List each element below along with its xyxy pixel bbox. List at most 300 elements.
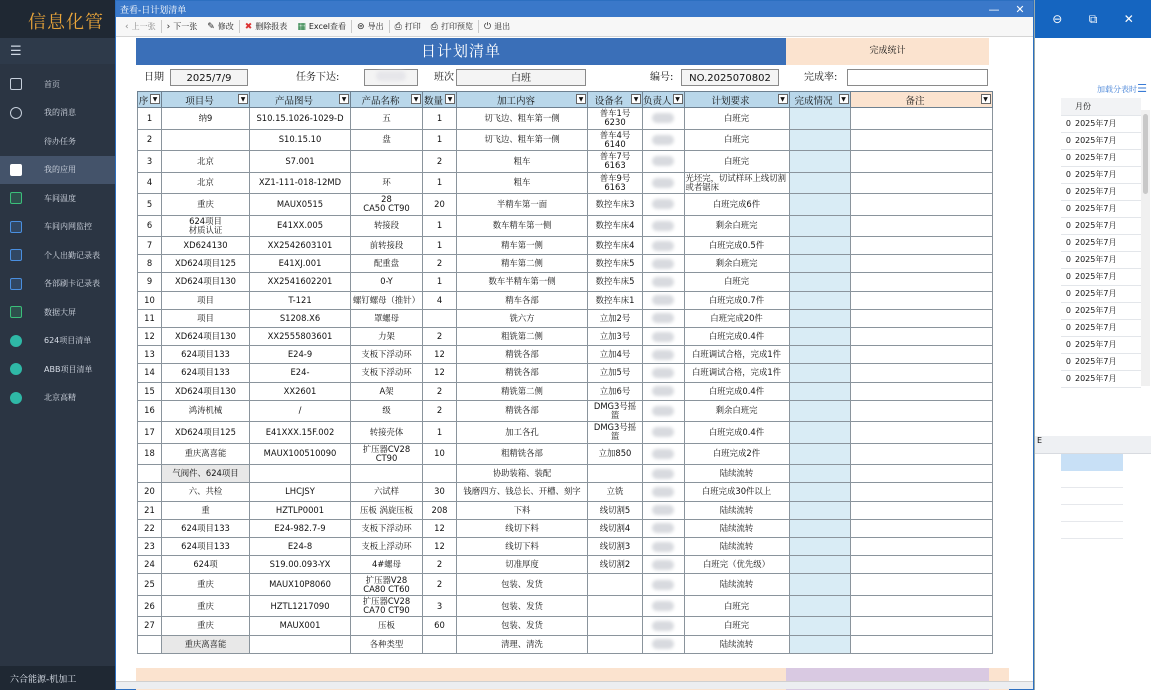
cell-note[interactable]	[850, 595, 992, 617]
table-row[interactable]	[138, 400, 993, 422]
print-preview-button[interactable]	[426, 21, 478, 32]
cell-drw: MAUX0515	[250, 194, 351, 216]
month-cell: 2025年7月	[1073, 183, 1141, 200]
cell-proc: 粗铣第二侧	[457, 327, 588, 345]
print-preview-label: 打印预览	[440, 22, 473, 31]
cell-note[interactable]	[850, 537, 992, 555]
table-row[interactable]	[138, 422, 993, 444]
filter-dropdown-icon[interactable]: ▼	[673, 94, 683, 104]
table-row[interactable]	[1061, 353, 1141, 370]
cell-no: 13	[138, 346, 162, 364]
cell-completion[interactable]	[789, 635, 850, 653]
cell-qty: 60	[423, 617, 457, 635]
cell-name: 4#螺母	[351, 556, 423, 574]
table-row[interactable]	[138, 574, 993, 596]
redacted-value	[652, 639, 674, 649]
scroll-thumb[interactable]	[1143, 114, 1148, 194]
table-row[interactable]	[1061, 302, 1141, 319]
cell-req: 剩余白班完	[684, 215, 789, 237]
cell-completion[interactable]	[789, 346, 850, 364]
cell-proc: 精铣各部	[457, 400, 588, 422]
rate-field[interactable]	[847, 69, 988, 86]
table-row[interactable]	[1061, 251, 1141, 268]
table-row[interactable]	[138, 617, 993, 635]
table-row[interactable]	[138, 151, 993, 173]
column-header[interactable]	[850, 92, 992, 108]
column-header-label: 负责人	[643, 95, 672, 107]
filter-dropdown-icon[interactable]: ▼	[411, 94, 421, 104]
cell-eq: 数控车床4	[588, 237, 643, 255]
cell-qty: 1	[423, 215, 457, 237]
selected-row[interactable]	[1061, 454, 1123, 471]
table-row[interactable]	[138, 194, 993, 216]
redacted-value	[652, 277, 674, 287]
sidebar-item-attendance[interactable]	[0, 241, 115, 270]
sidebar-item-card-records[interactable]	[0, 270, 115, 299]
next-button[interactable]	[162, 21, 203, 32]
cell-note[interactable]	[850, 237, 992, 255]
cell-owner	[643, 595, 685, 617]
month-cell: 2025年7月	[1073, 370, 1141, 387]
cell-completion[interactable]	[789, 215, 850, 237]
table-row[interactable]	[1061, 200, 1141, 217]
cell-completion[interactable]	[789, 501, 850, 519]
code-label: 编号:	[650, 72, 674, 83]
sidebar-item-messages[interactable]	[0, 99, 115, 128]
power-icon: ⏻	[483, 21, 492, 32]
delete-button[interactable]	[240, 21, 293, 32]
cell-note[interactable]	[850, 617, 992, 635]
filter-dropdown-icon[interactable]: ▼	[576, 94, 586, 104]
chevron-right-icon: ›	[166, 21, 171, 32]
cell-completion[interactable]	[789, 194, 850, 216]
cell-name: 各种类型	[351, 635, 423, 653]
shift-field[interactable]: 白班	[456, 69, 586, 86]
table-row[interactable]	[138, 346, 993, 364]
table-row[interactable]	[138, 364, 993, 382]
sidebar-item-label: 我的消息	[44, 108, 76, 118]
cell-note[interactable]	[850, 273, 992, 291]
cell-proc: 切准厚度	[457, 556, 588, 574]
sidebar-nav	[0, 70, 115, 412]
column-header[interactable]	[789, 92, 850, 108]
redacted-value	[652, 178, 674, 188]
cell-proj: 624项目133	[162, 519, 250, 537]
table-row[interactable]	[138, 443, 993, 465]
month-cell: 2025年7月	[1073, 234, 1141, 251]
edit-button[interactable]	[202, 21, 239, 32]
cell-no: 22	[138, 519, 162, 537]
cell-qty: 1	[423, 273, 457, 291]
month-table	[1061, 98, 1141, 388]
cell-owner	[643, 309, 685, 327]
filter-dropdown-icon[interactable]: ▼	[445, 94, 455, 104]
list-item[interactable]	[1061, 488, 1123, 505]
cell-owner	[643, 291, 685, 309]
cell-req: 白班完成20件	[684, 309, 789, 327]
cell-drw	[250, 465, 351, 483]
table-row[interactable]	[138, 172, 993, 194]
column-header[interactable]	[351, 92, 423, 108]
cell-completion[interactable]	[789, 108, 850, 130]
cell-req: 白班调试合格，完成1件	[684, 346, 789, 364]
export-button[interactable]	[352, 21, 389, 32]
cell-qty: 1	[423, 108, 457, 130]
cell-eq	[588, 617, 643, 635]
cell-owner	[643, 519, 685, 537]
month-rows	[1061, 115, 1141, 387]
cell-name: 配重盘	[351, 255, 423, 273]
cell-req: 陆续流转	[684, 635, 789, 653]
column-header-label: 设备名	[594, 95, 624, 107]
cell-note[interactable]	[850, 422, 992, 444]
cell-note[interactable]	[850, 151, 992, 173]
cell-proj: 624项目133	[162, 537, 250, 555]
table-row[interactable]	[138, 519, 993, 537]
filter-dropdown-icon[interactable]: ▼	[150, 94, 160, 104]
close-button[interactable]: ✕	[1015, 2, 1025, 16]
cell-owner	[643, 556, 685, 574]
cell-drw: S10.15.10	[250, 129, 351, 151]
table-row[interactable]	[138, 635, 993, 653]
table-row[interactable]	[1061, 183, 1141, 200]
cell-req: 白班完	[684, 129, 789, 151]
cell-eq	[588, 574, 643, 596]
table-row[interactable]	[138, 595, 993, 617]
cell-note[interactable]	[850, 635, 992, 653]
cell-req: 白班完成0.5件	[684, 237, 789, 255]
cell-completion[interactable]	[789, 519, 850, 537]
month-cell: 2025年7月	[1073, 132, 1141, 149]
sidebar-item-abb-list[interactable]	[0, 355, 115, 384]
cell-req: 白班完	[684, 108, 789, 130]
table-row[interactable]	[138, 537, 993, 555]
cell-note[interactable]	[850, 172, 992, 194]
cell-qty: 12	[423, 364, 457, 382]
column-header[interactable]	[250, 92, 351, 108]
cell-name: 转接壳体	[351, 422, 423, 444]
cell-note[interactable]	[850, 215, 992, 237]
zero-cell: 0	[1061, 149, 1073, 166]
table-row[interactable]	[138, 237, 993, 255]
cell-note[interactable]	[850, 129, 992, 151]
filter-dropdown-icon[interactable]: ▼	[778, 94, 788, 104]
cell-proc: 铣六方	[457, 309, 588, 327]
cell-qty: 2	[423, 574, 457, 596]
cell-completion[interactable]	[789, 537, 850, 555]
sidebar-footer: 六合能源-机加工	[0, 666, 115, 690]
cell-name: 0-Y	[351, 273, 423, 291]
list-item[interactable]	[1061, 471, 1123, 488]
list-item[interactable]	[1061, 522, 1123, 539]
cell-drw: LHCJSY	[250, 483, 351, 501]
sidebar-item-beijing[interactable]	[0, 384, 115, 413]
sidebar-item-monitor[interactable]	[0, 213, 115, 242]
redacted-value	[652, 542, 674, 552]
cell-completion[interactable]	[789, 574, 850, 596]
cell-no: 15	[138, 382, 162, 400]
zero-cell: 0	[1061, 200, 1073, 217]
cell-eq	[588, 465, 643, 483]
menu-toggle-button[interactable]	[0, 38, 115, 64]
table-row[interactable]	[1061, 370, 1141, 387]
close-icon[interactable]: ✕	[1123, 12, 1134, 26]
cell-proj: 重庆	[162, 574, 250, 596]
bg-lower-table	[1035, 436, 1151, 690]
cell-note[interactable]	[850, 327, 992, 345]
cell-note[interactable]	[850, 574, 992, 596]
sidebar-item-todo[interactable]	[0, 127, 115, 156]
redacted-value	[652, 580, 674, 590]
redacted-value	[652, 523, 674, 533]
cell-completion[interactable]	[789, 617, 850, 635]
cell-qty: 2	[423, 327, 457, 345]
cell-note[interactable]	[850, 501, 992, 519]
cell-no: 10	[138, 291, 162, 309]
table-row[interactable]	[138, 291, 993, 309]
cell-completion[interactable]	[789, 443, 850, 465]
cell-completion[interactable]	[789, 364, 850, 382]
cell-name: A架	[351, 382, 423, 400]
cell-eq: 立加5号	[588, 364, 643, 382]
sidebar-item-temperature[interactable]	[0, 184, 115, 213]
column-header[interactable]	[684, 92, 789, 108]
table-row[interactable]	[138, 255, 993, 273]
cell-completion[interactable]	[789, 327, 850, 345]
redacted-value	[652, 135, 674, 145]
cell-completion[interactable]	[789, 172, 850, 194]
cell-eq: DMG3号摇 篮	[588, 400, 643, 422]
cell-note[interactable]	[850, 465, 992, 483]
table-row[interactable]	[138, 501, 993, 519]
table-row[interactable]	[1061, 217, 1141, 234]
exit-label: 退出	[494, 22, 511, 31]
table-row[interactable]	[1061, 336, 1141, 353]
horizontal-scrollbar[interactable]	[116, 681, 1033, 689]
cell-qty: 2	[423, 151, 457, 173]
filter-dropdown-icon[interactable]: ▼	[238, 94, 248, 104]
zero-cell: 0	[1061, 183, 1073, 200]
sidebar-item-label: 车间内网监控	[44, 222, 92, 232]
table-row[interactable]	[138, 273, 993, 291]
restore-icon[interactable]: ⧉	[1088, 11, 1098, 26]
filter-dropdown-icon[interactable]: ▼	[981, 94, 991, 104]
exit-button[interactable]	[479, 21, 515, 32]
sidebar-item-624-list[interactable]	[0, 327, 115, 356]
cell-qty: 2	[423, 255, 457, 273]
column-header-label: 数量	[423, 95, 443, 107]
cell-completion[interactable]	[789, 556, 850, 574]
cell-no: 17	[138, 422, 162, 444]
minimize-button[interactable]: —	[988, 2, 1000, 16]
cell-completion[interactable]	[789, 422, 850, 444]
cell-completion[interactable]	[789, 255, 850, 273]
table-header-row	[138, 92, 993, 108]
cell-proj: XD624项目130	[162, 327, 250, 345]
cell-proj: 624项目133	[162, 346, 250, 364]
table-row[interactable]	[138, 483, 993, 501]
table-row[interactable]	[1061, 132, 1141, 149]
cell-note[interactable]	[850, 194, 992, 216]
cell-name: 压板 涡旋压板	[351, 501, 423, 519]
table-row[interactable]	[138, 327, 993, 345]
cell-qty: 2	[423, 382, 457, 400]
column-header-label: 完成情况	[794, 95, 833, 107]
view-dialog	[115, 0, 1034, 690]
cell-req: 陆续流转	[684, 574, 789, 596]
column-header[interactable]	[162, 92, 250, 108]
cell-proj: 北京	[162, 151, 250, 173]
table-header	[1061, 98, 1073, 115]
cell-note[interactable]	[850, 108, 992, 130]
cell-owner	[643, 501, 685, 519]
column-header[interactable]	[643, 92, 685, 108]
list-item[interactable]	[1061, 505, 1123, 522]
cell-completion[interactable]	[789, 400, 850, 422]
column-header[interactable]	[138, 92, 162, 108]
cell-completion[interactable]	[789, 309, 850, 327]
list-icon[interactable]: ☰	[1137, 82, 1147, 95]
cell-drw: S10.15.1026-1029-D	[250, 108, 351, 130]
cell-qty: 2	[423, 400, 457, 422]
cell-proj: XD624项目130	[162, 382, 250, 400]
cell-proj: 重庆	[162, 595, 250, 617]
table-row[interactable]	[138, 215, 993, 237]
user-icon[interactable]: ⊖	[1052, 12, 1063, 26]
zero-cell: 0	[1061, 319, 1073, 336]
cell-eq: 线切割3	[588, 537, 643, 555]
cell-note[interactable]	[850, 364, 992, 382]
table-row[interactable]	[1061, 115, 1141, 132]
cell-req: 剩余白班完	[684, 400, 789, 422]
cell-completion[interactable]	[789, 291, 850, 309]
sidebar-item-my-apps[interactable]	[0, 156, 115, 185]
cell-completion[interactable]	[789, 237, 850, 255]
cell-proc: 粗精铣各部	[457, 443, 588, 465]
code-field[interactable]: NO.2025070802	[681, 69, 779, 86]
cell-owner	[643, 537, 685, 555]
cell-note[interactable]	[850, 291, 992, 309]
excel-button[interactable]	[292, 21, 351, 32]
prev-button[interactable]	[120, 21, 161, 32]
cell-eq: 数控车床4	[588, 215, 643, 237]
table-row[interactable]	[1061, 149, 1141, 166]
cell-note[interactable]	[850, 346, 992, 364]
table-row[interactable]	[138, 465, 993, 483]
cell-eq	[588, 595, 643, 617]
cell-completion[interactable]	[789, 465, 850, 483]
cell-req: 白班完成2件	[684, 443, 789, 465]
redacted-value	[652, 313, 674, 323]
table-row[interactable]	[1061, 319, 1141, 336]
cell-drw: E41XX.005	[250, 215, 351, 237]
cell-note[interactable]	[850, 556, 992, 574]
cell-completion[interactable]	[789, 483, 850, 501]
message-icon	[10, 107, 22, 119]
cell-owner	[643, 237, 685, 255]
cell-owner	[643, 617, 685, 635]
filter-dropdown-icon[interactable]: ▼	[839, 94, 849, 104]
export-icon: ⊜	[357, 21, 365, 32]
cell-completion[interactable]	[789, 595, 850, 617]
cell-owner	[643, 108, 685, 130]
cube-icon	[10, 164, 22, 176]
column-header[interactable]	[423, 92, 457, 108]
cell-req: 陆续流转	[684, 501, 789, 519]
cell-qty: 30	[423, 483, 457, 501]
cell-proj: 重庆	[162, 617, 250, 635]
table-row[interactable]	[138, 382, 993, 400]
cell-completion[interactable]	[789, 151, 850, 173]
filter-dropdown-icon[interactable]: ▼	[631, 94, 641, 104]
table-row[interactable]	[138, 108, 993, 130]
cell-note[interactable]	[850, 519, 992, 537]
cell-name: 支板上浮动环	[351, 537, 423, 555]
cell-note[interactable]	[850, 443, 992, 465]
cell-proj: 北京	[162, 172, 250, 194]
sidebar-item-home[interactable]	[0, 70, 115, 99]
cell-qty	[423, 309, 457, 327]
cell-note[interactable]	[850, 483, 992, 501]
table-row[interactable]	[1061, 268, 1141, 285]
cell-no: 1	[138, 108, 162, 130]
issuer-field[interactable]	[364, 69, 418, 86]
cell-drw: S7.001	[250, 151, 351, 173]
attendance-icon	[10, 249, 22, 261]
cell-note[interactable]	[850, 382, 992, 400]
cell-proc: 下料	[457, 501, 588, 519]
table-row[interactable]	[138, 129, 993, 151]
cell-req: 白班完	[684, 273, 789, 291]
cell-proc: 切飞边、粗车第一侧	[457, 129, 588, 151]
cell-no: 21	[138, 501, 162, 519]
column-header-label: 加工内容	[496, 95, 535, 107]
issuer-label: 任务下达:	[296, 72, 340, 83]
cell-drw: MAUX001	[250, 617, 351, 635]
print-button[interactable]	[390, 21, 426, 32]
month-cell: 2025年7月	[1073, 268, 1141, 285]
redacted-value	[652, 350, 674, 360]
cell-drw: E41XXX.15F.002	[250, 422, 351, 444]
cell-note[interactable]	[850, 255, 992, 273]
date-field[interactable]: 2025/7/9	[170, 69, 248, 86]
column-header[interactable]	[588, 92, 643, 108]
redacted-value	[652, 295, 674, 305]
cell-completion[interactable]	[789, 273, 850, 291]
table-row[interactable]	[1061, 234, 1141, 251]
plan-sheet	[136, 38, 1009, 690]
cell-owner	[643, 172, 685, 194]
table-row[interactable]	[1061, 166, 1141, 183]
cell-note[interactable]	[850, 400, 992, 422]
cell-completion[interactable]	[789, 382, 850, 400]
cell-proj	[162, 129, 250, 151]
table-row[interactable]	[1061, 285, 1141, 302]
delete-icon: ✖	[244, 21, 253, 32]
sidebar-item-label: 我的应用	[44, 165, 76, 175]
sidebar-item-dashboard[interactable]	[0, 298, 115, 327]
table-row[interactable]	[138, 309, 993, 327]
table-row[interactable]	[138, 556, 993, 574]
card-icon	[10, 278, 22, 290]
filter-dropdown-icon[interactable]: ▼	[339, 94, 349, 104]
cell-proj: 纳9	[162, 108, 250, 130]
cell-note[interactable]	[850, 309, 992, 327]
column-header[interactable]	[457, 92, 588, 108]
vertical-scrollbar[interactable]	[1141, 110, 1150, 386]
cell-completion[interactable]	[789, 129, 850, 151]
cell-req: 白班完成0.4件	[684, 422, 789, 444]
